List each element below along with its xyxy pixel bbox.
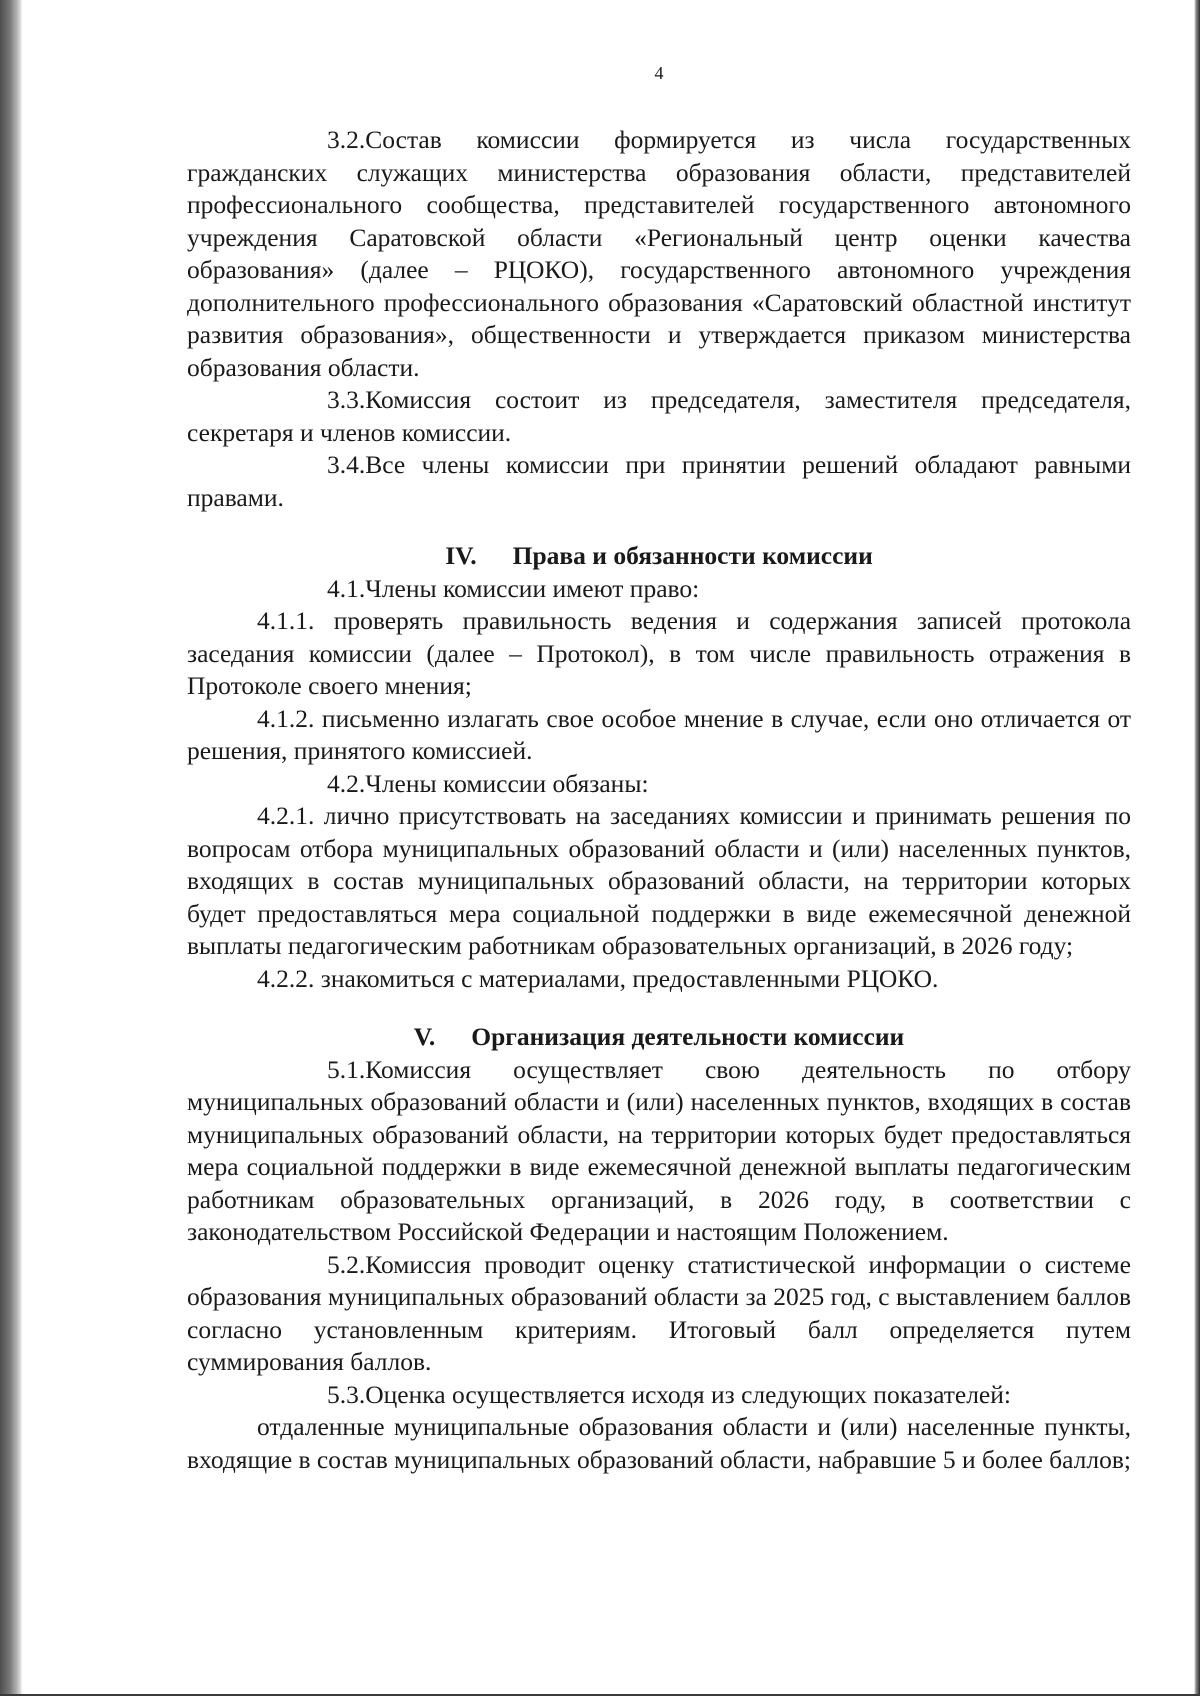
paragraph-number: 4.2.	[327, 768, 366, 798]
document-page	[187, 60, 1131, 1476]
paragraph-number: 5.1.	[327, 1054, 366, 1084]
paragraph-5-3	[187, 1379, 1131, 1412]
paragraph-text: Комиссия проводит оценку статистической информации о системе образования муниципальных образований области за 2025 год, с выставлением баллов согласно установленным критериям. Итоговый балл определяется путем суммирования баллов.	[187, 1249, 1131, 1376]
paragraph-number: 4.1.2.	[257, 703, 315, 733]
paragraph-4-2-2	[187, 963, 1131, 996]
paragraph-3-2	[187, 124, 1131, 384]
scan-edge-right	[1194, 0, 1200, 1696]
paragraph-text: Оценка осуществляется исходя из следующих показателей:	[365, 1379, 1011, 1409]
paragraph-5-1	[187, 1054, 1131, 1249]
paragraph-text: Члены комиссии имеют право:	[365, 573, 700, 603]
paragraph-text: Члены комиссии обязаны:	[365, 768, 649, 798]
paragraph-5-2	[187, 1249, 1131, 1379]
paragraph-text: отдаленные муниципальные образования области и (или) населенные пункты, входящие в состав муниципальных образований области, набравшие 5 и более баллов;	[187, 1412, 1131, 1474]
paragraph-text: Комиссия осуществляет свою деятельность по отбору муниципальных образований области и (или) населенных пунктов, входящих в состав муниципальных образований области, на территории которых будет предоставляться мера социальной поддержки в виде ежемесячной денежной выплаты педагогическим работникам образовательных организаций, в 2026 году, в соответствии с законодательством Российской Федерации и настоящим Положением.	[187, 1054, 1131, 1246]
scan-edge-left	[0, 0, 22, 1696]
section-title: Организация деятельности комиссии	[471, 1022, 905, 1051]
paragraph-4-1-1	[187, 605, 1131, 703]
paragraph-text: письменно излагать свое особое мнение в случае, если оно отличается от решения, принятого комиссией.	[187, 703, 1132, 765]
section-title: Права и обязанности комиссии	[512, 541, 873, 570]
paragraph-number: 4.2.1.	[257, 801, 315, 830]
paragraph-number: 4.1.	[327, 573, 366, 603]
paragraph-number: 3.4.	[327, 450, 366, 479]
paragraph-3-3	[187, 384, 1131, 449]
section-numeral: V.	[413, 1022, 436, 1051]
page-number: 4	[654, 63, 664, 83]
paragraph-number: 4.2.2.	[257, 963, 315, 993]
section-heading-iv	[187, 540, 1131, 573]
paragraph-text: лично присутствовать на заседаниях комиссии и принимать решения по вопросам отбора муниципальных образований области и (или) населенных пунктов, входящих в состав муниципальных образований области, на территории которых будет предоставляться мера социальной поддержки в виде ежемесячной денежной выплаты педагогическим работникам образовательных организаций, в 2026 году;	[187, 801, 1131, 960]
paragraph-number: 3.3.	[327, 385, 366, 414]
paragraph-3-4	[187, 449, 1131, 514]
paragraph-4-1-2	[187, 703, 1131, 768]
paragraph-text: Комиссия состоит из председателя, заместителя председателя, секретаря и членов комиссии.	[187, 385, 1131, 447]
paragraph-number: 5.2.	[327, 1249, 366, 1279]
paragraph-text: проверять правильность ведения и содержания записей протокола заседания комиссии (далее – Протокол), в том числе правильность отражения в Протоколе своего мнения;	[187, 606, 1132, 700]
paragraph-number: 3.2.	[327, 125, 366, 154]
paragraph-number: 5.3.	[327, 1379, 366, 1409]
section-numeral: IV.	[445, 541, 477, 570]
paragraph-text: знакомиться с материалами, предоставленными РЦОКО.	[320, 963, 939, 993]
paragraph-number: 4.1.1.	[257, 606, 315, 635]
paragraph-text: Состав комиссии формируется из числа государственных гражданских служащих министерства образования области, представителей профессионального сообщества, представителей государственного автономного учреждения Саратовской области «Региональный центр оценки качества образования» (далее – РЦОКО), государственного автономного учреждения дополнительного профессионального образования «Саратовский областной институт развития образования», общественности и утверждается приказом министерства образования области.	[187, 125, 1131, 382]
paragraph-indicator-1	[187, 1411, 1131, 1476]
paragraph-text: Все члены комиссии при принятии решений обладают равными правами.	[187, 450, 1131, 512]
paragraph-4-2-1	[187, 800, 1131, 963]
paragraph-4-2	[187, 768, 1131, 801]
section-heading-v	[187, 1021, 1131, 1054]
paragraph-4-1	[187, 573, 1131, 606]
